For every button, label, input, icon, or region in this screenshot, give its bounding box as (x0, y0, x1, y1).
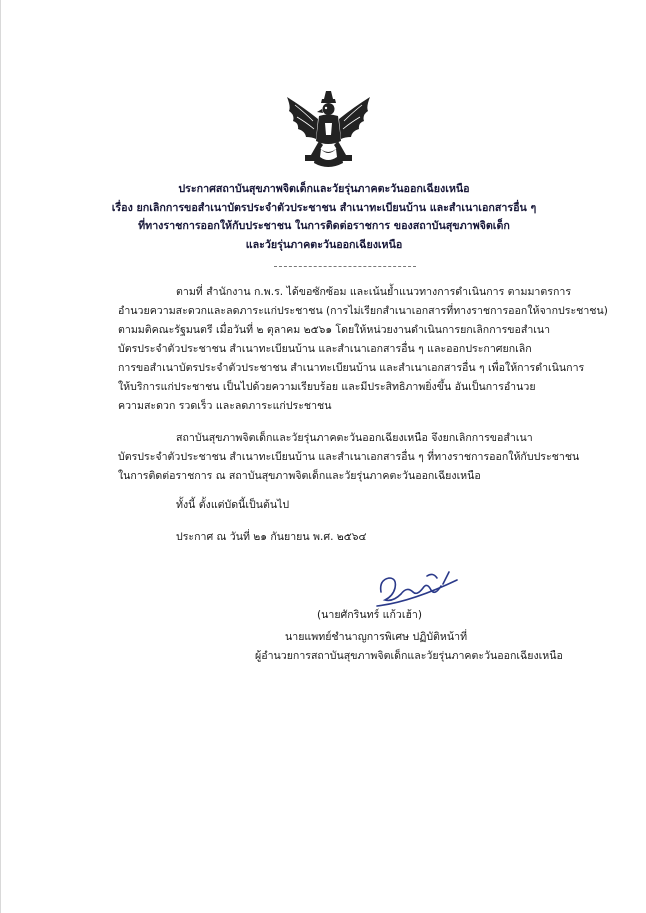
subject-line-end: และวัยรุ่นภาคตะวันออกเฉียงเหนือ (245, 238, 403, 251)
signatory-title: ผู้อำนวยการสถาบันสุขภาพจิตเด็กและวัยรุ่นภาคตะวันออกเฉียงเหนือ (255, 650, 563, 662)
announcement-date: ประกาศ ณ วันที่ ๒๑ กันยายน พ.ศ. ๒๕๖๔ (176, 531, 367, 543)
subject-line: เรื่อง ยกเลิกการขอสำเนาบัตรประจำตัวประชาชน สำเนาทะเบียนบ้าน และสำเนาเอกสารอื่น ๆ (111, 201, 537, 214)
paragraph-1-line: ตามมติคณะรัฐมนตรี เมื่อวันที่ ๒ ตุลาคม ๒๕๖๑ โดยให้หน่วยงานดำเนินการยกเลิกการขอสำเนา (118, 324, 551, 336)
subject-line-continued: ที่ทางราชการออกให้กับประชาชน ในการติดต่อราชการ ของสถาบันสุขภาพจิตเด็ก (138, 219, 510, 232)
paragraph-1-line: การขอสำเนาบัตรประจำตัวประชาชน สำเนาทะเบียนบ้าน และสำเนาเอกสารอื่น ๆ เพื่อให้การดำเนินการ (118, 362, 585, 374)
paragraph-2-line: สถาบันสุขภาพจิตเด็กและวัยรุ่นภาคตะวันออกเฉียงเหนือ จึงยกเลิกการขอสำเนา (176, 432, 533, 444)
paragraph-1-line: ให้บริการแก่ประชาชน เป็นไปด้วยความเรียบร้อย และมีประสิทธิภาพยิ่งขึ้น อันเป็นการอำนวย (118, 381, 536, 393)
paragraph-1-line: อำนวยความสะดวกและลดภาระแก่ประชาชน (การไม่เรียกสำเนาเอกสารที่ทางราชการออกให้จากประชาชน) (118, 305, 608, 317)
paragraph-1-line: บัตรประจำตัวประชาชน สำเนาทะเบียนบ้าน และสำเนาเอกสารอื่น ๆ และออกประกาศยกเลิก (118, 343, 532, 355)
paragraph-2-line: บัตรประจำตัวประชาชน สำเนาทะเบียนบ้าน และสำเนาเอกสารอื่น ๆ ที่ทางราชการออกให้กับประชาชน (118, 451, 580, 463)
garuda-emblem-icon (281, 89, 376, 173)
signatory-name: (นายศักรินทร์ แก้วเฮ้า) (317, 609, 423, 621)
paragraph-1-line: ความสะดวก รวดเร็ว และลดภาระแก่ประชาชน (118, 400, 332, 412)
signatory-position: นายแพทย์ชำนาญการพิเศษ ปฏิบัติหน้าที่ (285, 631, 468, 643)
heading-divider (274, 266, 416, 267)
paragraph-2-line: ในการติดต่อราชการ ณ สถาบันสุขภาพจิตเด็กและวัยรุ่นภาคตะวันออกเฉียงเหนือ (118, 470, 481, 482)
effective-statement: ทั้งนี้ ตั้งแต่บัดนี้เป็นต้นไป (176, 499, 290, 511)
paragraph-1-line: ตามที่ สำนักงาน ก.พ.ร. ได้ขอซักซ้อม และเน้นย้ำแนวทางการดำเนินการ ตามมาตรการ (176, 286, 572, 298)
announcement-heading: ประกาศสถาบันสุขภาพจิตเด็กและวัยรุ่นภาคตะวันออกเฉียงเหนือ (178, 182, 470, 195)
handwritten-signature (371, 566, 461, 614)
